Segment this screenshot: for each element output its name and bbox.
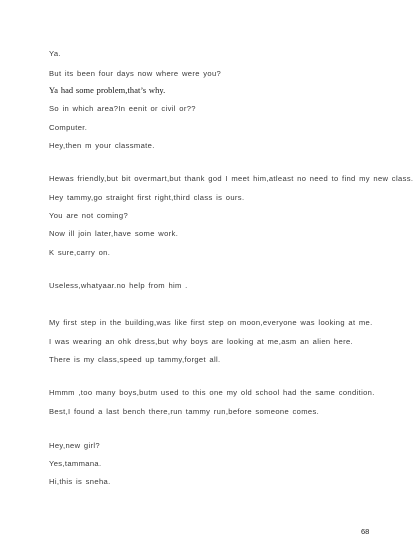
- text-line: Hey tammy,go straight first right,third class is ours.: [49, 193, 245, 202]
- text-line: You are not coming?: [49, 211, 129, 220]
- text-line: Computer.: [49, 123, 88, 132]
- text-line: So in which area?In eenit or civil or??: [49, 104, 196, 113]
- text-line: I was wearing an ohk dress,but why boys are looking at me,asm an alien here.: [49, 337, 353, 346]
- text-line: But its been four days now where were you?: [49, 69, 222, 78]
- text-line: Hewas friendly,but bit overmart,but thank god I meet him,atleast no need to find my new class.: [49, 174, 414, 183]
- text-line: Best,I found a last bench there,run tammy run,before someone comes.: [49, 407, 320, 416]
- text-line: Hey,then m your classmate.: [49, 141, 155, 150]
- page-number: 68: [361, 527, 370, 536]
- text-line: K sure,carry on.: [49, 248, 111, 257]
- text-line: Hmmm ,too many boys,butm used to this one my old school had the same condition.: [49, 388, 375, 397]
- text-line: Ya.: [49, 49, 61, 58]
- text-line: Hey,new girl?: [49, 441, 100, 450]
- text-line: Now ill join later,have some work.: [49, 229, 179, 238]
- text-line: Yes,tammana.: [49, 459, 102, 468]
- text-line: My first step in the building,was like first step on moon,everyone was looking at me.: [49, 318, 373, 327]
- text-line: Hi,this is sneha.: [49, 477, 111, 486]
- text-line: Ya had some problem,that’s why.: [49, 86, 166, 95]
- text-line: There is my class,speed up tammy,forget all.: [49, 355, 221, 364]
- text-line: Useless,whatyaar.no help from him .: [49, 281, 188, 290]
